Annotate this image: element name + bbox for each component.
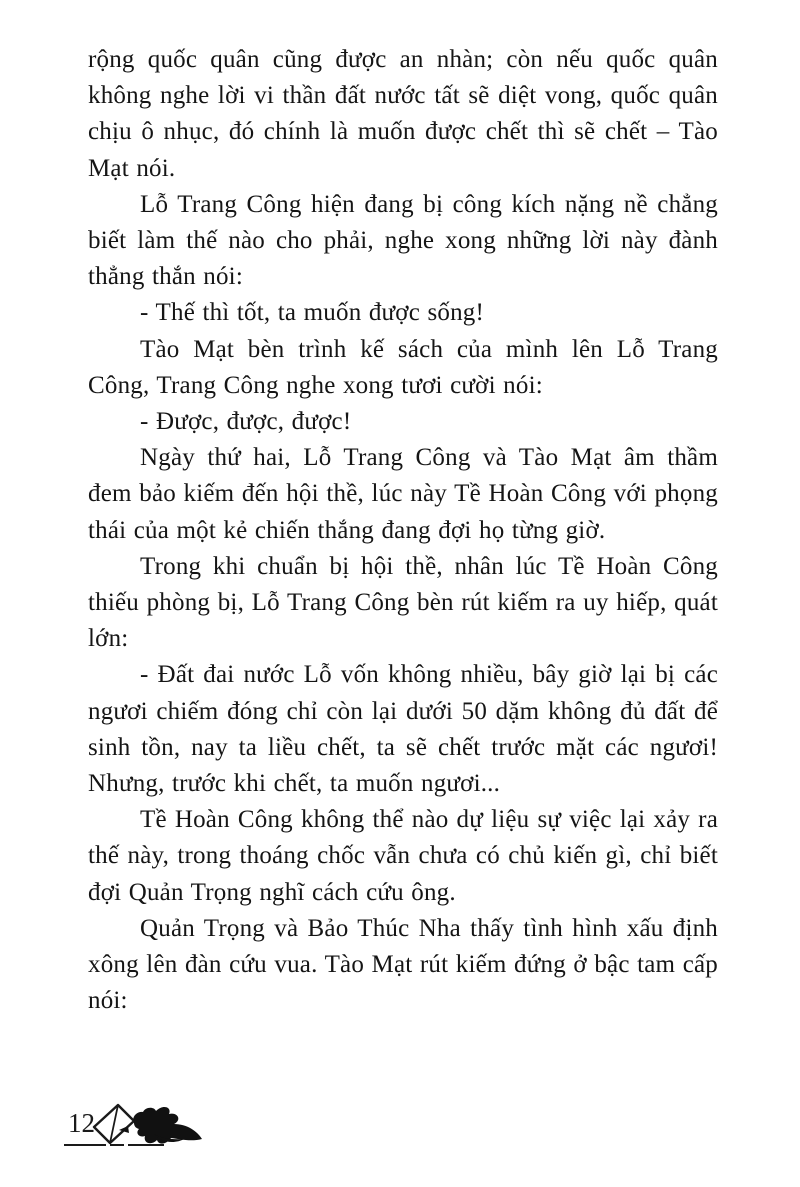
paragraph: Quản Trọng và Bảo Thúc Nha thấy tình hình xấu định xông lên đàn cứu vua. Tào Mạt rút kiếm đứng ở bậc tam cấp nói: (88, 914, 718, 1015)
paragraph: rộng quốc quân cũng được an nhàn; còn nếu quốc quân không nghe lời vi thần đất nước tất sẽ diệt vong, quốc quân chịu ô nhục, đó chính là muốn được chết thì sẽ chết – Tào Mạt nói. (88, 46, 718, 182)
body-text (88, 42, 718, 1019)
paragraph: - Đất đai nước Lỗ vốn không nhiều, bây giờ lại bị các ngươi chiếm đóng chỉ còn lại dưới 50 dặm không đủ đất để sinh tồn, nay ta liều chết, ta sẽ chết trước mặt các ngươi! Nhưng, trước khi chết, ta muốn ngươi... (88, 661, 718, 798)
paragraph: Ngày thứ hai, Lỗ Trang Công và Tào Mạt âm thầm đem bảo kiếm đến hội thề, lúc này Tề Hoàn Công với phọng thái của một kẻ chiến thắng đang đợi họ từng giờ. (88, 444, 718, 544)
paragraph: Tề Hoàn Công không thể nào dự liệu sự việc lại xảy ra thế này, trong thoáng chốc vẫn chưa có chủ kiến gì, chỉ biết đợi Quản Trọng nghĩ cách cứu ông. (88, 806, 718, 906)
paragraph: Lỗ Trang Công hiện đang bị công kích nặng nề chẳng biết làm thế nào cho phải, nghe xong những lời này đành thẳng thắn nói: (88, 190, 718, 291)
page-footer (62, 1098, 202, 1154)
paragraph: - Được, được, được! (140, 408, 352, 436)
paragraph: Trong khi chuẩn bị hội thề, nhân lúc Tề Hoàn Công thiếu phòng bị, Lỗ Trang Công bèn rút kiếm ra uy hiếp, quát lớn: (88, 552, 718, 653)
paragraph: Tào Mạt bèn trình kế sách của mình lên Lỗ Trang Công, Trang Công nghe xong tươi cười nói: (88, 335, 718, 399)
paragraph: - Thế thì tốt, ta muốn được sống! (140, 299, 485, 327)
page-number: 12 (68, 1108, 95, 1138)
